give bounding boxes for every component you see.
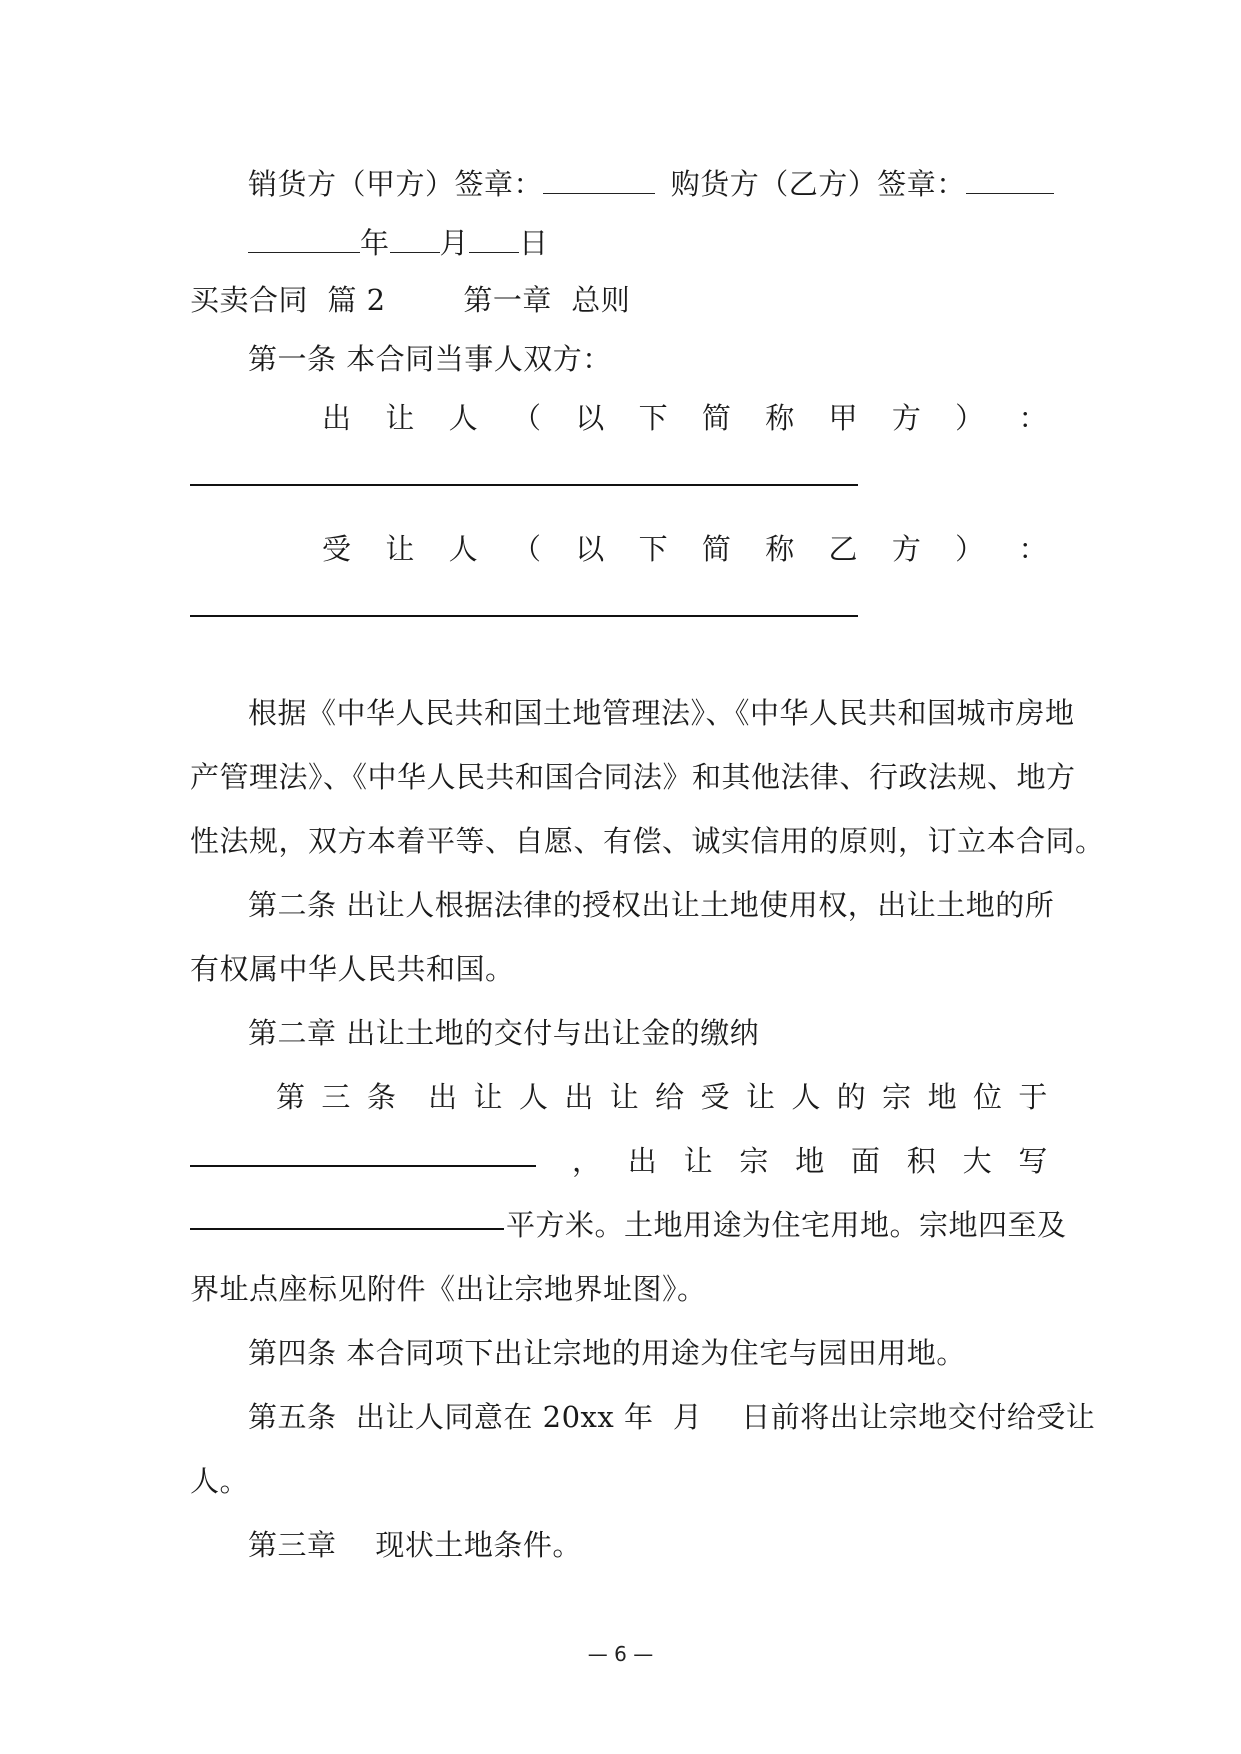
- article-3-area-line: [572, 1141, 1048, 1181]
- day-blank: [469, 222, 519, 253]
- article-3-char: 条: [366, 1080, 397, 1114]
- article-5-line: 第五条 出让人同意在 20xx 年 月 日前将出让宗地交付给受让: [248, 1400, 1096, 1434]
- page-number: — 6 —: [587, 1642, 654, 1666]
- year-label: 年: [360, 226, 390, 260]
- party-a-char: ：: [1018, 401, 1048, 435]
- party-b-char: 受: [322, 532, 352, 566]
- party-b-char: 人: [448, 532, 479, 566]
- party-b-char: ）: [955, 532, 985, 566]
- article-3-char: 三: [321, 1080, 351, 1114]
- article-3-char: 人: [518, 1080, 549, 1114]
- article-3-char: 大: [962, 1144, 993, 1178]
- party-b-char: 下: [638, 532, 669, 566]
- article-3-char: 写: [1018, 1144, 1048, 1178]
- party-b-char: 乙: [828, 532, 859, 566]
- year-blank: [248, 222, 360, 253]
- area-blank-rule: [190, 1228, 504, 1230]
- party-b-char: 方: [891, 532, 922, 566]
- party-a-char: 甲: [828, 401, 859, 435]
- basis-paragraph-line: 性法规，双方本着平等、自愿、有偿、诚实信用的原则，订立本合同。: [190, 824, 1105, 858]
- article-3-line: 平方米。土地用途为住宅用地。宗地四至及: [506, 1208, 1067, 1242]
- party-a-line: [322, 398, 1048, 438]
- article-3-char: 让: [745, 1080, 776, 1114]
- party-a-char: 下: [638, 401, 669, 435]
- chapter-3-heading: 第三章 现状土地条件。: [248, 1528, 582, 1562]
- party-a-char: 方: [891, 401, 922, 435]
- party-b-char: ：: [1018, 532, 1048, 566]
- buyer-signature-label: 购货方（乙方）签章：: [670, 167, 966, 201]
- party-a-char: 以: [575, 401, 605, 435]
- signature-line: [190, 163, 1108, 204]
- article-3-char: 宗: [882, 1080, 912, 1114]
- buyer-signature-blank: [966, 163, 1054, 194]
- party-b-char: 以: [575, 532, 605, 566]
- month-blank: [390, 222, 440, 253]
- article-3-char: 受: [700, 1080, 731, 1114]
- party-a-char: 让: [385, 401, 415, 435]
- party-a-char: 出: [322, 401, 352, 435]
- article-1: 第一条 本合同当事人双方：: [248, 342, 612, 376]
- article-3-char: 面: [850, 1144, 881, 1178]
- article-3-char: 于: [1018, 1080, 1048, 1114]
- seller-signature-blank: [543, 163, 655, 194]
- article-3-char: 位: [972, 1080, 1003, 1114]
- article-3-char: 出: [627, 1144, 658, 1178]
- article-3-char: 地: [927, 1080, 958, 1114]
- article-3-char: 让: [473, 1080, 504, 1114]
- article-3-char: 积: [906, 1144, 937, 1178]
- article-4: 第四条 本合同项下出让宗地的用途为住宅与园田用地。: [248, 1336, 966, 1370]
- basis-paragraph-line: 产管理法》、《中华人民共和国合同法》和其他法律、行政法规、地方: [190, 760, 1076, 794]
- section-heading: 买卖合同 篇 2 第一章 总则: [190, 283, 631, 317]
- party-a-char: ）: [955, 401, 985, 435]
- location-blank-rule: [190, 1165, 536, 1167]
- party-a-char: 称: [765, 401, 795, 435]
- party-b-line: [322, 529, 1048, 569]
- party-a-char: （: [511, 401, 542, 435]
- chapter-2-heading: 第二章 出让土地的交付与出让金的缴纳: [248, 1016, 760, 1050]
- month-label: 月: [439, 226, 470, 260]
- article-3-char: 人: [791, 1080, 821, 1114]
- article-3-char: 的: [836, 1080, 867, 1114]
- article-3-char: 让: [683, 1144, 714, 1178]
- article-5-line: 人。: [190, 1464, 250, 1498]
- article-3-char: 给: [655, 1080, 685, 1114]
- article-3-char: ，: [572, 1144, 602, 1178]
- article-2-line: 第二条 出让人根据法律的授权出让土地使用权，出让土地的所: [248, 888, 1055, 922]
- article-3-char: 出: [428, 1080, 458, 1114]
- article-3-char: 让: [609, 1080, 640, 1114]
- article-3-char: 宗: [739, 1144, 769, 1178]
- seller-signature-label: 销货方（甲方）签章：: [248, 167, 544, 201]
- party-b-char: 让: [385, 532, 415, 566]
- date-line: [190, 222, 1108, 263]
- article-3-char: 出: [564, 1080, 594, 1114]
- party-b-char: 简: [701, 532, 732, 566]
- party-b-char: 称: [765, 532, 795, 566]
- article-3-char: 第: [276, 1080, 306, 1114]
- party-b-char: （: [511, 532, 542, 566]
- day-label: 日: [519, 226, 549, 260]
- party-a-char: 简: [701, 401, 732, 435]
- party-a-blank-rule: [190, 484, 858, 486]
- party-a-char: 人: [448, 401, 479, 435]
- article-2-line: 有权属中华人民共和国。: [190, 952, 515, 986]
- article-3-line: 界址点座标见附件《出让宗地界址图》。: [190, 1272, 707, 1306]
- article-3-line: [276, 1077, 1048, 1117]
- basis-paragraph-line: 根据《中华人民共和国土地管理法》、《中华人民共和国城市房地: [248, 696, 1075, 730]
- article-3-char: 地: [795, 1144, 825, 1178]
- party-b-blank-rule: [190, 615, 858, 617]
